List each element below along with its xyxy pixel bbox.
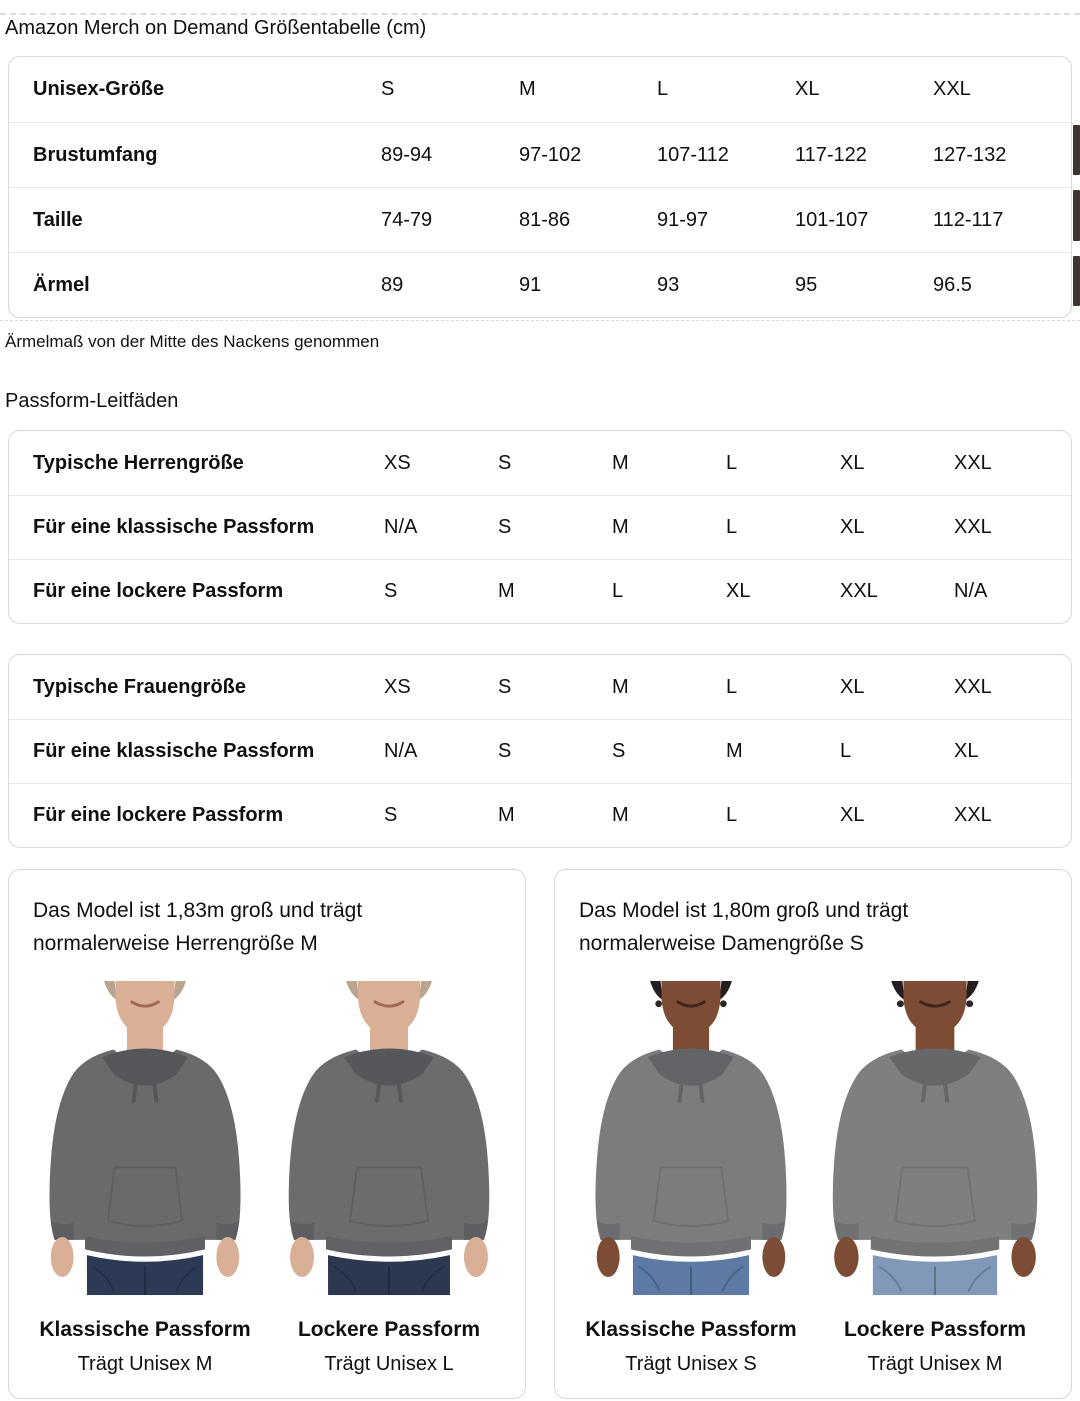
row-label: Für eine lockere Passform xyxy=(33,580,284,603)
cell-value: 95 xyxy=(795,273,818,296)
fit-guides-heading: Passform-Leitfäden xyxy=(5,390,179,413)
cell-value: 112-117 xyxy=(933,208,1004,231)
photo-caption xyxy=(26,1318,264,1376)
scrollbar-thumb-fragment[interactable] xyxy=(1073,125,1080,175)
fit-label: Lockere Passform xyxy=(297,1318,481,1342)
fit-label: Lockere Passform xyxy=(843,1318,1027,1342)
cell-value: 81-86 xyxy=(519,208,571,231)
cell-value: S xyxy=(498,740,512,763)
female-classic-fit-photo xyxy=(572,973,810,1303)
cell-value: XL xyxy=(840,516,865,539)
cell-value: XS xyxy=(384,451,411,474)
table-row xyxy=(9,719,1071,783)
size-label: Trägt Unisex M xyxy=(867,1353,1003,1376)
cell-value: 91-97 xyxy=(657,208,709,231)
cell-value: L xyxy=(726,804,738,827)
cell-value: M xyxy=(498,580,515,603)
cell-value: S xyxy=(498,675,512,698)
male-classic-fit-photo xyxy=(26,973,264,1303)
cell-value: 107-112 xyxy=(657,143,729,166)
mens-fit-table xyxy=(8,430,1072,624)
model-description: Das Model ist 1,80m groß und trägt normalerweise Damengröße S xyxy=(579,899,909,956)
cell-value: M xyxy=(612,451,629,474)
row-label: Für eine lockere Passform xyxy=(33,804,284,827)
cell-value: M xyxy=(612,804,629,827)
cell-value: M xyxy=(612,516,629,539)
row-label: Typische Frauengröße xyxy=(33,675,247,698)
table-row xyxy=(9,431,1071,495)
cell-value: S xyxy=(498,451,512,474)
top-divider xyxy=(0,13,1080,15)
cell-value: 89-94 xyxy=(381,143,433,166)
caption-row xyxy=(571,1318,1055,1376)
table-row-waist xyxy=(9,187,1071,252)
photo-row xyxy=(25,973,509,1303)
cell-value: M xyxy=(726,740,743,763)
section-divider xyxy=(0,320,1080,321)
cell-value: XXL xyxy=(954,516,992,539)
header-label: Unisex-Größe xyxy=(33,78,165,101)
cell-value: 96.5 xyxy=(933,273,972,296)
caption-row xyxy=(25,1318,509,1376)
cell-value: S xyxy=(384,580,398,603)
cell-value: L xyxy=(840,740,852,763)
cell-value: XXL xyxy=(954,804,992,827)
size-label: Trägt Unisex S xyxy=(625,1353,757,1376)
fit-label: Klassische Passform xyxy=(585,1318,797,1342)
cell-value: S xyxy=(498,516,512,539)
cell-value: XL xyxy=(840,451,865,474)
row-label: Ärmel xyxy=(33,273,90,296)
fit-label: Klassische Passform xyxy=(39,1318,251,1342)
cell-value: L xyxy=(726,516,738,539)
cell-value: XXL xyxy=(954,451,992,474)
header-size: XXL xyxy=(933,78,971,101)
row-label: Für eine klassische Passform xyxy=(33,516,315,539)
header-size: M xyxy=(519,78,536,101)
cell-value: 127-132 xyxy=(933,143,1007,166)
cell-value: S xyxy=(384,804,398,827)
cell-value: 117-122 xyxy=(795,143,867,166)
cell-value: XL xyxy=(954,740,979,763)
cell-value: 101-107 xyxy=(795,208,869,231)
size-label: Trägt Unisex M xyxy=(77,1353,213,1376)
cell-value: 89 xyxy=(381,273,404,296)
cell-value: XL xyxy=(726,580,751,603)
scrollbar-thumb-fragment[interactable] xyxy=(1073,256,1080,306)
page-title: Amazon Merch on Demand Größentabelle (cm) xyxy=(5,17,427,40)
table-row xyxy=(9,783,1071,847)
cell-value: XXL xyxy=(840,580,878,603)
cell-value: N/A xyxy=(954,580,988,603)
male-loose-fit-photo xyxy=(264,973,514,1303)
header-size: L xyxy=(657,78,669,101)
table-row xyxy=(9,559,1071,623)
table-header-row xyxy=(9,57,1071,122)
photo-caption xyxy=(816,1318,1054,1376)
cell-value: 74-79 xyxy=(381,208,433,231)
row-label: Taille xyxy=(33,208,83,231)
row-label: Brustumfang xyxy=(33,143,158,166)
cell-value: XL xyxy=(840,675,865,698)
cell-value: L xyxy=(726,451,738,474)
cell-value: XL xyxy=(840,804,865,827)
cell-value: L xyxy=(612,580,624,603)
size-label: Trägt Unisex L xyxy=(324,1353,454,1376)
cell-value: N/A xyxy=(384,516,418,539)
cell-value: 91 xyxy=(519,273,542,296)
model-description: Das Model ist 1,83m groß und trägt normalerweise Herrengröße M xyxy=(33,899,363,956)
female-model-card xyxy=(554,869,1072,1399)
table-row xyxy=(9,655,1071,719)
photo-caption xyxy=(270,1318,508,1376)
cell-value: L xyxy=(726,675,738,698)
female-loose-fit-photo xyxy=(808,973,1063,1303)
model-cards xyxy=(8,869,1072,1399)
cell-value: M xyxy=(498,804,515,827)
row-label: Für eine klassische Passform xyxy=(33,740,315,763)
table-row xyxy=(9,495,1071,559)
header-size: XL xyxy=(795,78,820,101)
table-row-chest xyxy=(9,122,1071,187)
cell-value: N/A xyxy=(384,740,418,763)
cell-value: S xyxy=(612,740,626,763)
photo-caption xyxy=(572,1318,810,1376)
cell-value: XXL xyxy=(954,675,992,698)
cell-value: XS xyxy=(384,675,411,698)
womens-fit-table xyxy=(8,654,1072,848)
row-label: Typische Herrengröße xyxy=(33,451,244,474)
table-row-sleeve xyxy=(9,252,1071,317)
cell-value: 97-102 xyxy=(519,143,582,166)
sleeve-measure-note: Ärmelmaß von der Mitte des Nackens genommen xyxy=(5,332,380,352)
male-model-card xyxy=(8,869,526,1399)
photo-row xyxy=(571,973,1055,1303)
cell-value: 93 xyxy=(657,273,680,296)
scrollbar-thumb-fragment[interactable] xyxy=(1073,190,1080,241)
cell-value: M xyxy=(612,675,629,698)
header-size: S xyxy=(381,78,395,101)
unisex-size-table xyxy=(8,56,1072,318)
